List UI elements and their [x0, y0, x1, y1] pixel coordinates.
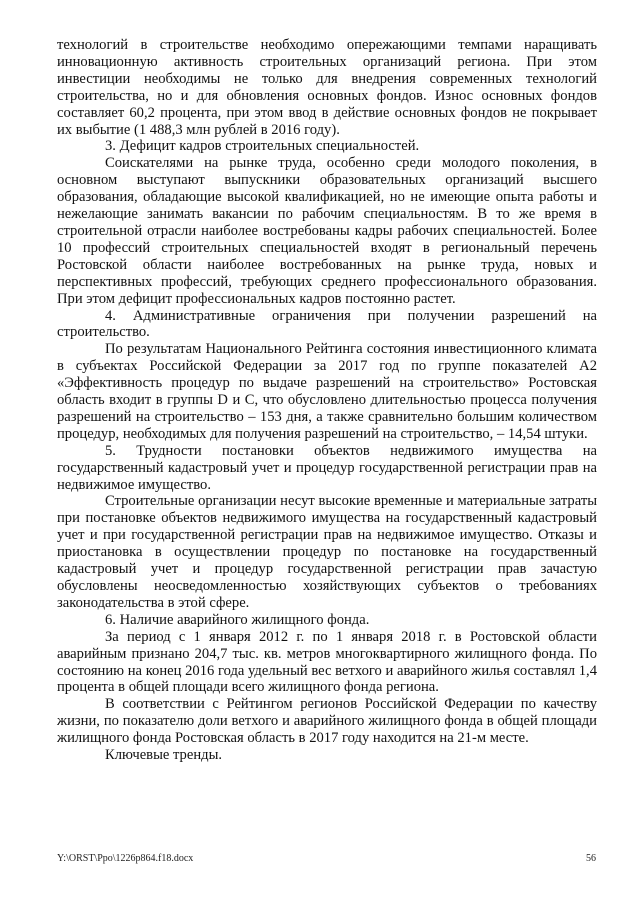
heading-key-trends: Ключевые тренды.	[105, 747, 223, 764]
heading-emergency-housing: 6. Наличие аварийного жилищного фонда.	[105, 611, 370, 628]
paragraph-national-rating: По результатам Национального Рейтинга состояния инвестиционного климата в субъектах Российской Федерации за 2017 год по группе показателей А2 «Эффективность процедур по выдаче разрешений на строительство» Ростовская область входит в группы D и С, что обусловлено длительностью процесса получения разрешений на строительство – 153 дня, а также сравнительно большим количеством процедур, необходимых для получения разрешений на строительство, – 14,54 штуки.	[57, 341, 597, 442]
paragraph-quality-rating: В соответствии с Рейтингом регионов Российской Федерации по качеству жизни, по показателю доли ветхого и аварийного жилищного фонда в общей площади жилищного фонда Ростовская область в 2017 году находится на 21-м месте.	[57, 696, 597, 747]
paragraph-emergency-period: За период с 1 января 2012 г. по 1 января 2018 г. в Ростовской области аварийным признано 204,7 тыс. кв. метров многоквартирного жилищного фонда. По состоянию на конец 2016 года удельный вес ветхого и аварийного жилья составлял 1,4 процента в общей площади всего жилищного фонда региона.	[57, 628, 597, 696]
page-number: 56	[586, 853, 596, 864]
paragraph-job-seekers: Соискателями на рынке труда, особенно среди молодого поколения, в основном выступают выпускники образовательных организаций высшего образования, обладающие высокой квалификацией, но не имеющие опыта работы и нежелающие занимать вакансии по рабочим специальностям. В то же время в строительной отрасли наиболее востребованы кадры рабочих специальностей. Более 10 профессий строительных специальностей входят в региональный перечень Ростовской области наиболее востребованных на рынке труда, новых и перспективных профессий, требующих среднего профессионального образования. При этом дефицит профессиональных кадров постоянно растет.	[57, 155, 597, 307]
document-body	[57, 37, 597, 764]
heading-cadastral-difficulties: 5. Трудности постановки объектов недвижимого имущества на государственный кадастровый учет и процедур государственной регистрации прав на недвижимое имущество.	[57, 442, 597, 493]
paragraph-investment: технологий в строительстве необходимо опережающими темпами наращивать инновационную активность строительных организаций региона. При этом инвестиции необходимы не только для внедрения современных технологий строительства, но и для обновления основных фондов. Износ основных фондов составляет 60,2 процента, при этом ввод в действие основных фондов не покрывает их выбытие (1 488,3 млн рублей в 2016 году).	[57, 37, 597, 138]
paragraph-construction-costs: Строительные организации несут высокие временные и материальные затраты при постановке объектов недвижимого имущества на государственный кадастровый учет и при государственной регистрации прав на недвижимое имущество. Отказы и приостановка в осуществлении процедур по постановке на государственный кадастровый учет и процедур государственной регистрации прав зачастую обусловлены неосведомленностью хозяйствующих субъектов о требованиях законодательства в этой сфере.	[57, 493, 597, 611]
heading-admin-restrictions: 4. Административные ограничения при получении разрешений на строительство.	[57, 307, 597, 341]
footer-file-path: Y:\ORST\Ppo\1226p864.f18.docx	[57, 853, 194, 864]
heading-staff-deficit: 3. Дефицит кадров строительных специальностей.	[105, 138, 420, 155]
